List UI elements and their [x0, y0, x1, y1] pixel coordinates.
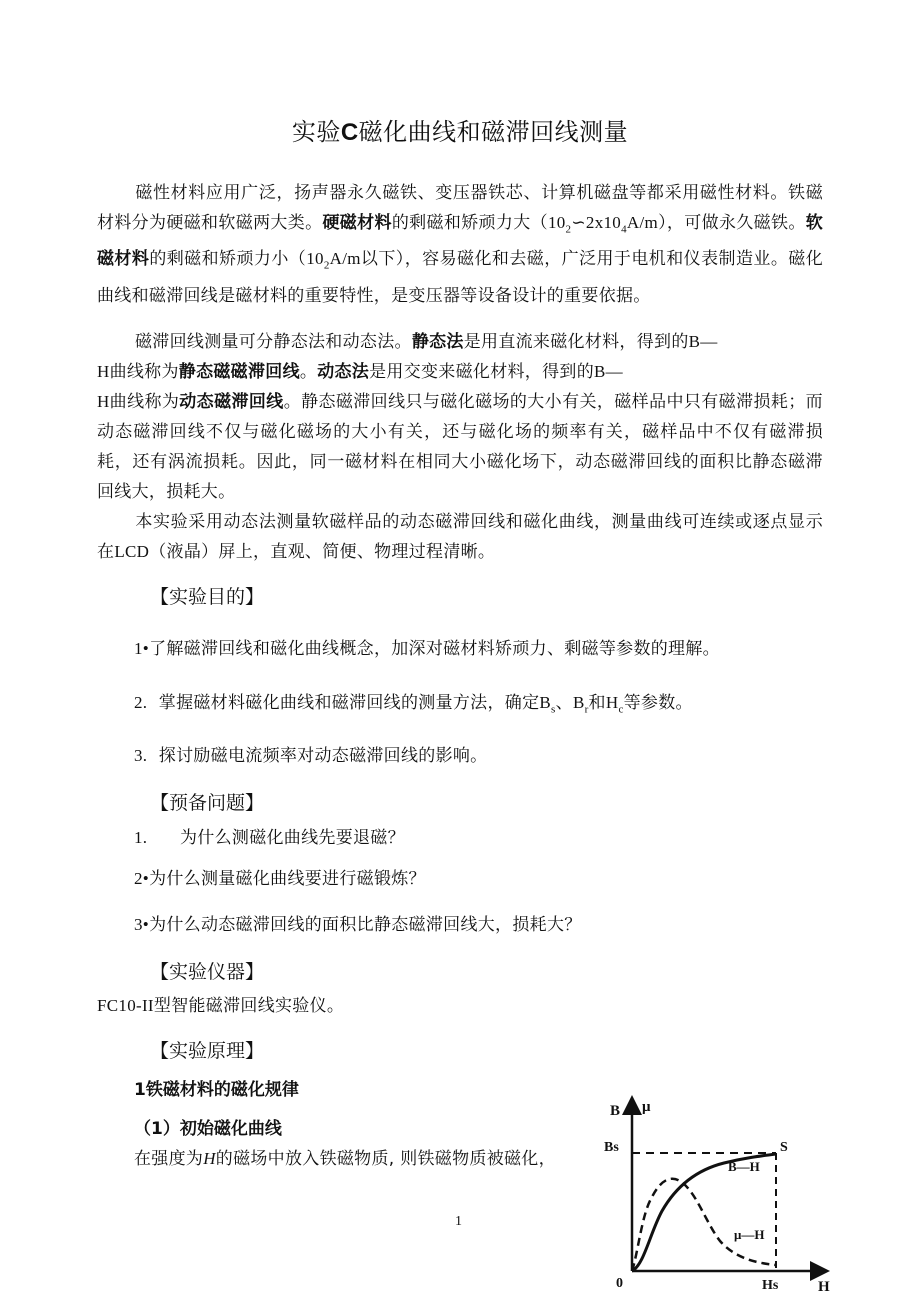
question-item-2: 2•为什么测量磁化曲线要进行磁锻炼？	[134, 869, 426, 889]
mu-axis-label: μ	[642, 1099, 651, 1115]
h-axis-label: H	[818, 1279, 830, 1295]
principle-body: 在强度为H的磁场中放入铁磁物质, 则铁磁物质被磁化，	[134, 1149, 556, 1169]
bs-label: Bs	[604, 1140, 619, 1155]
hs-label: Hs	[762, 1278, 779, 1293]
mu-h-curve-label: μ—H	[734, 1227, 765, 1242]
purpose-item-2: 2. 掌握磁材料磁化曲线和磁滞回线的测量方法，确定$B_s$、$B_r$和$H_c$等参数。	[134, 693, 693, 716]
question-item-3: 3•为什么动态磁滞回线的面积比静态磁滞回线大，损耗大？	[134, 915, 582, 935]
b-axis-label: B	[610, 1103, 621, 1119]
saturation-point-label: S	[780, 1140, 788, 1155]
mu-h-curve	[632, 1179, 776, 1271]
magnetization-curve-figure	[604, 1093, 840, 1301]
intro-paragraph-1: 磁性材料应用广泛，扬声器永久磁铁、变压器铁芯、计算机磁盘等都采用磁性材料。铁磁材料分为硬磁和软磁两大类。硬磁材料的剩磁和矫顽力大$(10_2∽2x10_4A/m)$，可做永久磁铁。软磁材料的剩磁和矫顽力小（$10_2A/m$以下），容易磁化和去磁，广泛用于电机和仪表制造业。磁化曲线和磁滞回线是磁材料的重要特性，是变压器等设备设计的重要依据。	[97, 183, 824, 306]
section-heading-purpose: 【实验目的】	[150, 586, 265, 608]
page-number: 1	[455, 1214, 462, 1229]
section-heading-questions: 【预备问题】	[150, 792, 265, 814]
instrument-text: FC10-II型智能磁滞回线实验仪。	[97, 996, 345, 1016]
purpose-item-1: 1•了解磁滞回线和磁化曲线概念，加深对磁材料矫顽力、剩磁等参数的理解。	[134, 639, 720, 659]
principle-subheading-2: （1）初始磁化曲线	[134, 1119, 282, 1139]
question-item-1: 1. 为什么测磁化曲线先要退磁？	[134, 828, 405, 848]
section-heading-instrument: 【实验仪器】	[150, 961, 265, 983]
intro-paragraph-3: 本实验采用动态法测量软磁样品的动态磁滞回线和磁化曲线，测量曲线可连续或逐点显示在LCD（液晶）屏上，直观、简便、物理过程清晰。	[97, 512, 823, 562]
b-h-curve-label: B—H	[728, 1159, 760, 1174]
origin-label: 0	[616, 1276, 623, 1291]
intro-paragraph-2: 磁滞回线测量可分静态法和动态法。静态法是用直流来磁化材料，得到的B— H曲线称为静态磁磁滞回线。动态法是用交变来磁化材料，得到的B— H曲线称为动态磁滞回线。静态磁滞回线只与磁化磁场的大小有关，磁样品中只有磁滞损耗；而动态磁滞回线不仅与磁化磁场的大小有关，还与磁化场的频率有关，磁样品中不仅有磁滞损耗，还有涡流损耗。因此，同一磁材料在相同大小磁化场下，动态磁滞回线的面积比静态磁滞回线大，损耗大。	[97, 332, 823, 502]
principle-subheading-1: 1铁磁材料的磁化规律	[134, 1080, 299, 1100]
purpose-item-3: 3. 探讨励磁电流频率对动态磁滞回线的影响。	[134, 746, 488, 766]
page-title: 实验C磁化曲线和磁滞回线测量	[291, 118, 629, 146]
section-heading-principle: 【实验原理】	[150, 1040, 265, 1062]
